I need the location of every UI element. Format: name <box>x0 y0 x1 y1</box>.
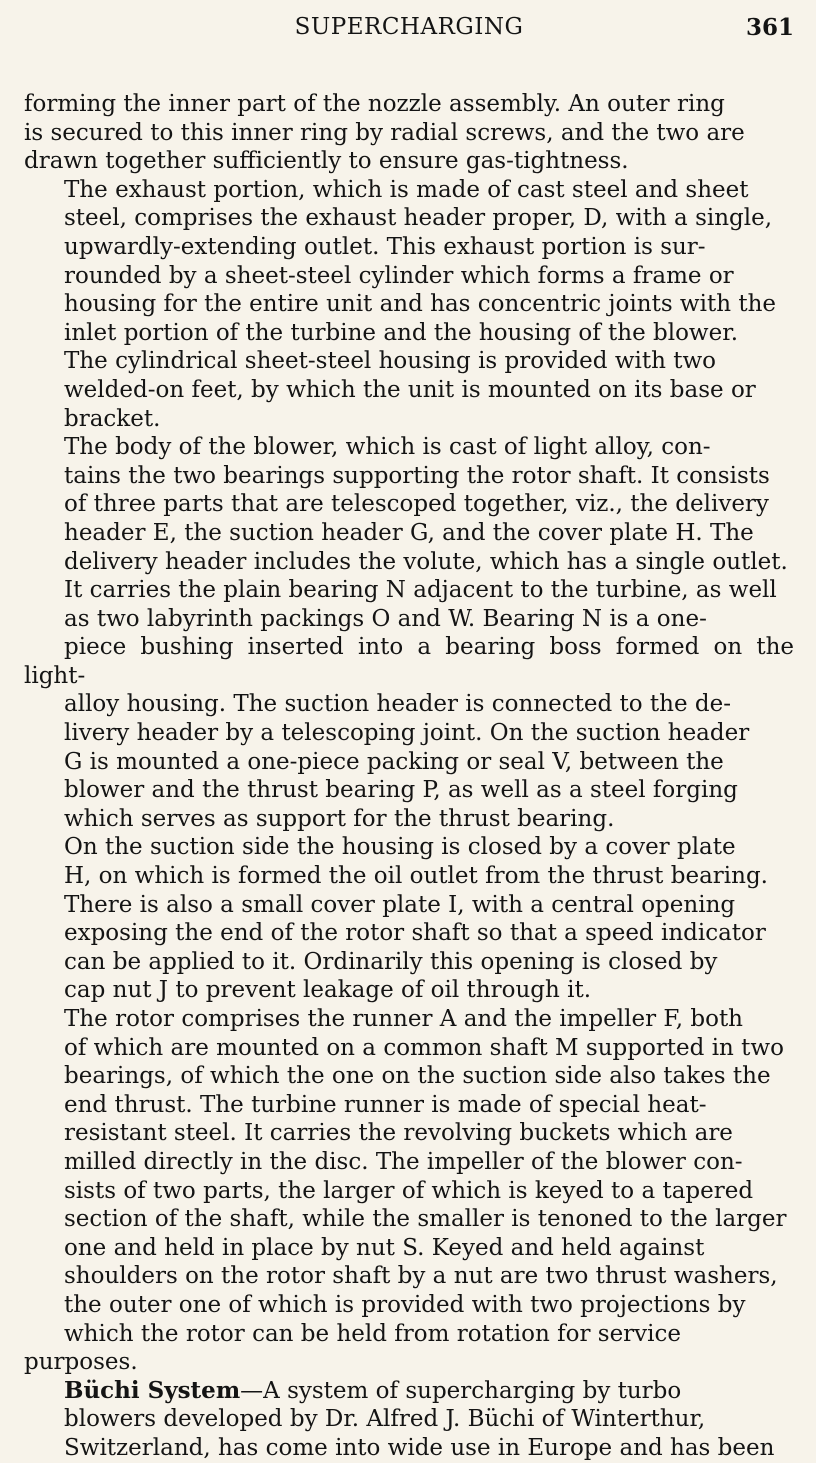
text-line: which serves as support for the thrust bearing. <box>64 805 615 832</box>
paragraph-4 <box>24 833 794 1005</box>
text-line: blower and the thrust bearing P, as well as a steel forging <box>64 777 738 804</box>
text-line: The rotor comprises the runner A and the impeller F, both <box>64 1006 743 1032</box>
body-text <box>24 90 794 1463</box>
text-line: which the rotor can be held from rotation for service purposes. <box>24 1320 682 1376</box>
text-line: There is also a small cover plate I, with a central opening <box>64 891 736 918</box>
text-line: inlet portion of the turbine and the housing of the blower. <box>64 319 739 346</box>
text-line: as two labyrinth packings O and W. Bearing N is a one- <box>64 605 707 632</box>
paragraph-2 <box>24 176 794 433</box>
text-line: shoulders on the rotor shaft by a nut are two thrust washers, <box>64 1263 778 1290</box>
text-line: of three parts that are telescoped together, viz., the delivery <box>64 491 769 518</box>
text-line: bracket. <box>64 405 161 432</box>
section-heading-buchi-system: Büchi System <box>64 1376 241 1404</box>
text-line: rounded by a sheet-steel cylinder which forms a frame or <box>64 262 734 289</box>
text-line: upwardly-extending outlet. This exhaust portion is sur- <box>64 233 706 260</box>
text-line: bearings, of which the one on the suction side also takes the <box>64 1063 771 1090</box>
text-line: one and held in place by nut S. Keyed and held against <box>64 1234 705 1261</box>
text-line: —A system of supercharging by turbo <box>240 1377 682 1404</box>
text-line: alloy housing. The suction header is connected to the de- <box>64 691 731 718</box>
text-line: forming the inner part of the nozzle assembly. An outer ring <box>24 91 725 117</box>
text-line: cap nut J to prevent leakage of oil through it. <box>64 977 592 1004</box>
text-line: On the suction side the housing is closed by a cover plate <box>64 834 736 861</box>
text-line: the outer one of which is provided with two projections by <box>64 1291 746 1318</box>
text-line: tains the two bearings supporting the rotor shaft. It consists <box>64 462 770 489</box>
text-line: end thrust. The turbine runner is made of special heat- <box>64 1091 707 1118</box>
paragraph-5 <box>24 1005 794 1377</box>
text-line: H, on which is formed the oil outlet from the thrust bearing. <box>64 863 768 890</box>
text-line: The exhaust portion, which is made of cast steel and sheet <box>64 176 749 203</box>
text-line: The body of the blower, which is cast of light alloy, con- <box>64 434 711 461</box>
text-line: can be applied to it. Ordinarily this opening is closed by <box>64 948 718 975</box>
book-page <box>24 14 794 1461</box>
running-title: SUPERCHARGING <box>294 14 524 40</box>
text-line: section of the shaft, while the smaller is tenoned to the larger <box>64 1206 787 1233</box>
text-line: housing for the entire unit and has concentric joints with the <box>64 291 777 318</box>
text-line: header E, the suction header G, and the cover plate H. The <box>64 519 754 546</box>
text-line: G is mounted a one-piece packing or seal V, between the <box>64 748 724 775</box>
text-line: steel, comprises the exhaust header proper, D, with a single, <box>64 205 773 232</box>
paragraph-6 <box>24 1377 794 1463</box>
text-line: drawn together sufficiently to ensure gas-tightness. <box>24 148 629 175</box>
text-line: Switzerland, has come into wide use in Europe and has been <box>64 1434 775 1461</box>
text-line: welded-on feet, by which the unit is mounted on its base or <box>64 376 756 403</box>
text-line: is secured to this inner ring by radial screws, and the two are <box>24 119 745 146</box>
text-line: delivery header includes the volute, which has a single outlet. <box>64 548 788 575</box>
text-line: The cylindrical sheet-steel housing is provided with two <box>64 348 717 375</box>
text-line: of which are mounted on a common shaft M supported in two <box>64 1034 784 1061</box>
text-line: livery header by a telescoping joint. On the suction header <box>64 720 750 747</box>
paragraph-3 <box>24 433 794 833</box>
text-line: It carries the plain bearing N adjacent to the turbine, as well <box>64 577 777 604</box>
text-line: piece bushing inserted into a bearing boss formed on the light- <box>24 634 794 689</box>
page-number: 361 <box>745 14 794 41</box>
text-line: sists of two parts, the larger of which is keyed to a tapered <box>64 1177 754 1204</box>
paragraph-1 <box>24 90 794 176</box>
text-line: resistant steel. It carries the revolving buckets which are <box>64 1120 733 1147</box>
text-line: blowers developed by Dr. Alfred J. Büchi of Winterthur, <box>64 1406 706 1433</box>
text-line: exposing the end of the rotor shaft so that a speed indicator <box>64 920 766 947</box>
text-line: milled directly in the disc. The impeller of the blower con- <box>64 1148 743 1175</box>
running-head <box>24 14 794 46</box>
